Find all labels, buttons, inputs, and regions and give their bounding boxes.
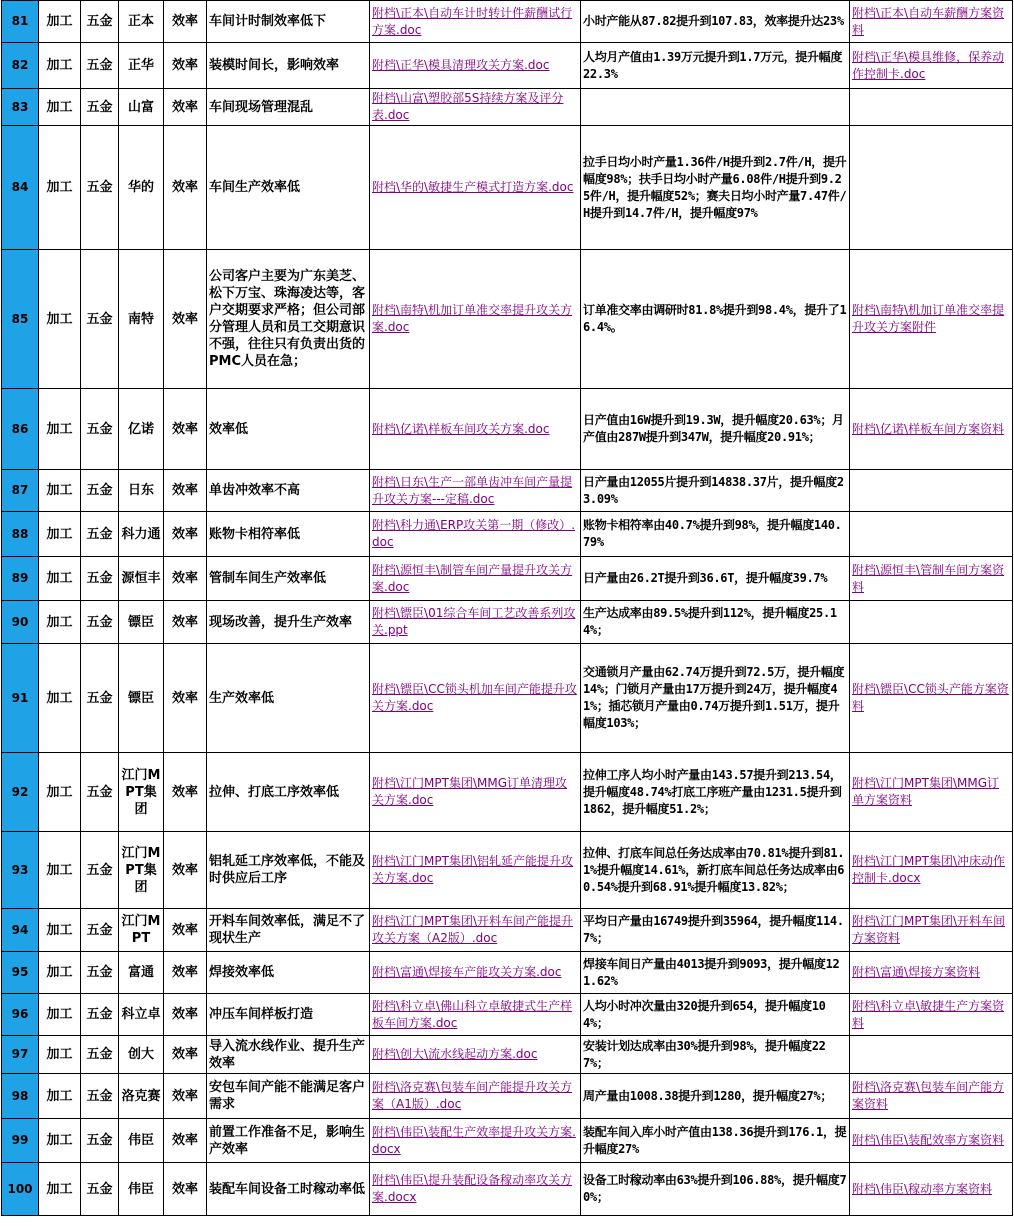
cell-result: 日产值由16W提升到19.3W，提升幅度20.63%；月产值由287W提升到347W，提升幅度20.91%； (581, 389, 850, 470)
cell-plan-link (370, 389, 581, 470)
cell-industry: 五金 (81, 43, 119, 89)
table-row (2, 470, 1013, 512)
row-number: 94 (2, 909, 39, 952)
cell-plan-link (370, 753, 581, 832)
case-table (1, 0, 1013, 1216)
cell-category: 效率 (164, 557, 207, 601)
cell-company: 镖臣 (119, 644, 164, 753)
cell-problem: 生产效率低 (207, 644, 370, 753)
cell-category: 效率 (164, 601, 207, 644)
cell-category: 效率 (164, 952, 207, 994)
table-row (2, 512, 1013, 557)
cell-type: 加工 (39, 512, 81, 557)
cell-plan-link (370, 952, 581, 994)
cell-category: 效率 (164, 994, 207, 1036)
cell-company: 江门MPT (119, 909, 164, 952)
plan-document-link[interactable]: 附档\亿诺\样板车间攻关方案.doc (372, 421, 550, 436)
cell-company: 山富 (119, 89, 164, 126)
cell-result: 周产量由1008.38提升到1280，提升幅度27%； (581, 1074, 850, 1119)
plan-document-link[interactable]: 附档\山富\塑胶部5S持续方案及评分表.doc (372, 91, 564, 122)
plan-document-link[interactable]: 附档\创大\流水线起动方案.doc (372, 1047, 538, 1061)
cell-attachment-link (850, 512, 1013, 557)
cell-category: 效率 (164, 1036, 207, 1074)
plan-document-link[interactable]: 附档\富通\焊接车产能攻关方案.doc (372, 965, 562, 979)
cell-attachment-link (850, 43, 1013, 89)
cell-company: 伟臣 (119, 1163, 164, 1216)
plan-document-link[interactable]: 附档\华的\敏捷生产模式打造方案.doc (372, 180, 574, 194)
table-row (2, 994, 1013, 1036)
cell-problem: 现场改善，提升生产效率 (207, 601, 370, 644)
attachment-folder-link[interactable]: 附档\江门MPT集团\MMG订单方案资料 (852, 776, 1000, 807)
cell-problem: 账物卡相符率低 (207, 512, 370, 557)
cell-company: 日东 (119, 470, 164, 512)
cell-type: 加工 (39, 1119, 81, 1163)
cell-result (581, 89, 850, 126)
cell-problem: 车间计时制效率低下 (207, 1, 370, 43)
attachment-folder-link[interactable]: 附档\正本\自动车薪酬方案资料 (852, 5, 1005, 37)
cell-type: 加工 (39, 994, 81, 1036)
row-number: 88 (2, 512, 39, 557)
plan-document-link[interactable]: 附档\日东\生产一部单齿冲车间产量提升攻关方案---定稿.doc (372, 474, 573, 506)
cell-plan-link (370, 250, 581, 389)
cell-problem: 开料车间效率低，满足不了现状生产 (207, 909, 370, 952)
table-row (2, 126, 1013, 250)
cell-problem: 铝轧延工序效率低，不能及时供应后工序 (207, 832, 370, 909)
cell-category: 效率 (164, 512, 207, 557)
cell-problem: 拉伸、打底工序效率低 (207, 753, 370, 832)
row-number: 84 (2, 126, 39, 250)
cell-industry: 五金 (81, 470, 119, 512)
cell-result: 平均日产量由16749提升到35964，提升幅度114.7%； (581, 909, 850, 952)
cell-problem: 车间现场管理混乱 (207, 89, 370, 126)
cell-category: 效率 (164, 126, 207, 250)
cell-company: 创大 (119, 1036, 164, 1074)
table-row (2, 1163, 1013, 1216)
cell-result: 日产量由26.2T提升到36.6T，提升幅度39.7% (581, 557, 850, 601)
cell-category: 效率 (164, 250, 207, 389)
table-row (2, 89, 1013, 126)
table-row (2, 389, 1013, 470)
cell-plan-link (370, 1074, 581, 1119)
plan-document-link[interactable]: 附档\伟臣\装配生产效率提升攻关方案.docx (372, 1124, 576, 1156)
row-number: 95 (2, 952, 39, 994)
cell-category: 效率 (164, 832, 207, 909)
row-number: 97 (2, 1036, 39, 1074)
table-row (2, 832, 1013, 909)
cell-industry: 五金 (81, 1163, 119, 1216)
table-row (2, 1036, 1013, 1074)
cell-industry: 五金 (81, 994, 119, 1036)
attachment-folder-link[interactable]: 附档\亿诺\样板车间方案资料 (852, 421, 1005, 436)
cell-type: 加工 (39, 1036, 81, 1074)
cell-type: 加工 (39, 753, 81, 832)
cell-type: 加工 (39, 470, 81, 512)
cell-industry: 五金 (81, 250, 119, 389)
cell-plan-link (370, 644, 581, 753)
cell-company: 富通 (119, 952, 164, 994)
cell-attachment-link (850, 389, 1013, 470)
cell-company: 洛克赛 (119, 1074, 164, 1119)
cell-plan-link (370, 1, 581, 43)
cell-category: 效率 (164, 644, 207, 753)
cell-problem: 装模时间长，影响效率 (207, 43, 370, 89)
cell-problem: 前置工作准备不足，影响生产效率 (207, 1119, 370, 1163)
cell-plan-link (370, 994, 581, 1036)
cell-result: 安装计划达成率由30%提升到98%，提升幅度227%； (581, 1036, 850, 1074)
cell-industry: 五金 (81, 1036, 119, 1074)
cell-result: 小时产能从87.82提升到107.83，效率提升达23% (581, 1, 850, 43)
attachment-folder-link[interactable]: 附档\南特\机加订单准交率提升攻关方案附件 (852, 303, 1005, 334)
table-row (2, 1074, 1013, 1119)
plan-document-link[interactable]: 附档\南特\机加订单准交率提升攻关方案.doc (372, 303, 573, 334)
cell-problem: 冲压车间样板打造 (207, 994, 370, 1036)
cell-company: 正本 (119, 1, 164, 43)
cell-company: 江门MPT集团 (119, 832, 164, 909)
cell-plan-link (370, 557, 581, 601)
cell-industry: 五金 (81, 1074, 119, 1119)
cell-category: 效率 (164, 1163, 207, 1216)
plan-document-link[interactable]: 附档\洛克赛\包装车间产能提升攻关方案（A1版）.doc (372, 1080, 573, 1111)
cell-attachment-link (850, 126, 1013, 250)
table-row (2, 250, 1013, 389)
cell-result: 交通锁月产量由62.74万提升到72.5万，提升幅度14%；门锁月产量由17万提升到24万，提升幅度41%；插芯锁月产量由0.74万提升到1.51万，提升幅度103%； (581, 644, 850, 753)
row-number: 90 (2, 601, 39, 644)
cell-company: 华的 (119, 126, 164, 250)
cell-result: 账物卡相符率由40.7%提升到98%，提升幅度140.79% (581, 512, 850, 557)
cell-category: 效率 (164, 389, 207, 470)
cell-industry: 五金 (81, 1, 119, 43)
cell-problem: 管制车间生产效率低 (207, 557, 370, 601)
attachment-folder-link[interactable]: 附档\科立卓\敏捷生产方案资料 (852, 998, 1005, 1030)
attachment-folder-link[interactable]: 附档\伟臣\稼动率方案资料 (852, 1181, 993, 1196)
plan-document-link[interactable]: 附档\江门MPT集团\开料车间产能提升攻关方案（A2版）.doc (372, 914, 574, 945)
cell-attachment-link (850, 1074, 1013, 1119)
plan-document-link[interactable]: 附档\正本\自动车计时转计件薪酬试行方案.doc (372, 5, 573, 37)
cell-plan-link (370, 832, 581, 909)
cell-type: 加工 (39, 389, 81, 470)
attachment-folder-link[interactable]: 附档\源恒丰\管制车间方案资料 (852, 562, 1005, 594)
cell-attachment-link (850, 250, 1013, 389)
plan-document-link[interactable]: 附档\正华\模具清理攻关方案.doc (372, 58, 550, 72)
cell-industry: 五金 (81, 832, 119, 909)
cell-type: 加工 (39, 89, 81, 126)
cell-problem: 焊接效率低 (207, 952, 370, 994)
cell-result: 拉伸工序人均小时产量由143.57提升到213.54，提升幅度48.74%打底工序班产量由1231.5提升到1862，提升幅度51.2%； (581, 753, 850, 832)
plan-document-link[interactable]: 附档\江门MPT集团\MMG订单清理攻关方案.doc (372, 776, 568, 807)
cell-result: 焊接车间日产量由4013提升到9093，提升幅度121.62% (581, 952, 850, 994)
cell-problem: 装配车间设备工时稼动率低 (207, 1163, 370, 1216)
cell-type: 加工 (39, 1, 81, 43)
plan-document-link[interactable]: 附档\科力通\ERP攻关第一期（修改）.doc (372, 518, 576, 549)
cell-type: 加工 (39, 126, 81, 250)
cell-industry: 五金 (81, 644, 119, 753)
cell-industry: 五金 (81, 1119, 119, 1163)
cell-result: 拉手日均小时产量1.36件/H提升到2.7件/H，提升幅度98%；扶手日均小时产量6.08件/H提升到9.25件/H，提升幅度52%；赛夫日均小时产量7.47件/H提升到14.7件/H，提升幅度97% (581, 126, 850, 250)
cell-category: 效率 (164, 89, 207, 126)
cell-attachment-link (850, 601, 1013, 644)
cell-type: 加工 (39, 952, 81, 994)
table-row (2, 601, 1013, 644)
cell-category: 效率 (164, 1119, 207, 1163)
attachment-folder-link[interactable]: 附档\镖臣\CC锁头产能方案资料 (852, 682, 1009, 713)
cell-result: 设备工时稼动率由63%提升到106.88%，提升幅度70%； (581, 1163, 850, 1216)
table-row (2, 952, 1013, 994)
row-number: 100 (2, 1163, 39, 1216)
cell-result: 装配车间入库小时产值由138.36提升到176.1，提升幅度27% (581, 1119, 850, 1163)
cell-result: 订单准交率由调研时81.8%提升到98.4%，提升了16.4%。 (581, 250, 850, 389)
row-number: 99 (2, 1119, 39, 1163)
attachment-folder-link[interactable]: 附档\洛克赛\包装车间产能方案资料 (852, 1080, 1005, 1111)
cell-attachment-link (850, 644, 1013, 753)
cell-attachment-link (850, 1163, 1013, 1216)
plan-document-link[interactable]: 附档\伟臣\提升装配设备稼动率攻关方案.docx (372, 1173, 573, 1204)
attachment-folder-link[interactable]: 附档\正华\模具维修，保养动作控制卡.doc (852, 49, 1005, 81)
cell-plan-link (370, 601, 581, 644)
cell-attachment-link (850, 909, 1013, 952)
row-number: 81 (2, 1, 39, 43)
table-row (2, 909, 1013, 952)
row-number: 98 (2, 1074, 39, 1119)
table-row (2, 43, 1013, 89)
cell-plan-link (370, 43, 581, 89)
cell-plan-link (370, 89, 581, 126)
row-number: 83 (2, 89, 39, 126)
attachment-folder-link[interactable]: 附档\江门MPT集团\冲床动作控制卡.docx (852, 854, 1006, 885)
cell-plan-link (370, 512, 581, 557)
cell-category: 效率 (164, 1, 207, 43)
cell-result: 人均小时冲次量由320提升到654，提升幅度104%； (581, 994, 850, 1036)
row-number: 85 (2, 250, 39, 389)
cell-category: 效率 (164, 1074, 207, 1119)
attachment-folder-link[interactable]: 附档\江门MPT集团\开料车间方案资料 (852, 914, 1006, 945)
cell-type: 加工 (39, 601, 81, 644)
cell-company: 镖臣 (119, 601, 164, 644)
cell-result: 拉伸、打底车间总任务达成率由70.81%提升到81.1%提升幅度14.61%，新打底车间总任务达成率由60.54%提升到68.91%提升幅度13.82%； (581, 832, 850, 909)
row-number: 91 (2, 644, 39, 753)
row-number: 89 (2, 557, 39, 601)
cell-company: 科立卓 (119, 994, 164, 1036)
table-body (2, 1, 1013, 1216)
cell-problem: 导入流水线作业、提升生产效率 (207, 1036, 370, 1074)
row-number: 96 (2, 994, 39, 1036)
cell-industry: 五金 (81, 601, 119, 644)
table-row (2, 1, 1013, 43)
row-number: 87 (2, 470, 39, 512)
cell-category: 效率 (164, 43, 207, 89)
cell-industry: 五金 (81, 389, 119, 470)
cell-industry: 五金 (81, 753, 119, 832)
cell-company: 亿诺 (119, 389, 164, 470)
cell-problem: 单齿冲效率不高 (207, 470, 370, 512)
cell-problem: 效率低 (207, 389, 370, 470)
cell-attachment-link (850, 832, 1013, 909)
row-number: 92 (2, 753, 39, 832)
cell-attachment-link (850, 557, 1013, 601)
cell-type: 加工 (39, 43, 81, 89)
cell-attachment-link (850, 1036, 1013, 1074)
row-number: 86 (2, 389, 39, 470)
cell-company: 江门MPT集团 (119, 753, 164, 832)
cell-plan-link (370, 1163, 581, 1216)
row-number: 82 (2, 43, 39, 89)
cell-company: 源恒丰 (119, 557, 164, 601)
table-row (2, 557, 1013, 601)
cell-problem: 安包车间产能不能满足客户需求 (207, 1074, 370, 1119)
cell-attachment-link (850, 753, 1013, 832)
cell-plan-link (370, 1036, 581, 1074)
cell-type: 加工 (39, 909, 81, 952)
cell-result: 日产量由12055片提升到14838.37片，提升幅度23.09% (581, 470, 850, 512)
cell-attachment-link (850, 1, 1013, 43)
plan-document-link[interactable]: 附档\源恒丰\制管车间产量提升攻关方案.doc (372, 562, 573, 594)
cell-company: 南特 (119, 250, 164, 389)
cell-category: 效率 (164, 470, 207, 512)
cell-problem: 公司客户主要为广东美芝、松下万宝、珠海凌达等，客户交期要求严格；但公司部分管理人员和员工交期意识不强，往往只有负责出货的PMC人员在急； (207, 250, 370, 389)
cell-industry: 五金 (81, 89, 119, 126)
cell-plan-link (370, 1119, 581, 1163)
cell-plan-link (370, 909, 581, 952)
table-row (2, 1119, 1013, 1163)
cell-industry: 五金 (81, 512, 119, 557)
plan-document-link[interactable]: 附档\科立卓\佛山科立卓敏捷式生产样板车间方案.doc (372, 998, 573, 1030)
cell-category: 效率 (164, 753, 207, 832)
cell-type: 加工 (39, 1074, 81, 1119)
cell-company: 伟臣 (119, 1119, 164, 1163)
cell-type: 加工 (39, 832, 81, 909)
cell-type: 加工 (39, 644, 81, 753)
cell-plan-link (370, 470, 581, 512)
cell-result: 生产达成率由89.5%提升到112%，提升幅度25.14%； (581, 601, 850, 644)
cell-attachment-link (850, 1119, 1013, 1163)
attachment-folder-link[interactable]: 附档\富通\焊接方案资料 (852, 965, 981, 979)
cell-industry: 五金 (81, 909, 119, 952)
attachment-folder-link[interactable]: 附档\伟臣\装配效率方案资料 (852, 1133, 1005, 1147)
cell-type: 加工 (39, 250, 81, 389)
cell-attachment-link (850, 470, 1013, 512)
cell-plan-link (370, 126, 581, 250)
cell-company: 正华 (119, 43, 164, 89)
cell-result: 人均月产值由1.39万元提升到1.7万元，提升幅度22.3% (581, 43, 850, 89)
table-row (2, 644, 1013, 753)
cell-attachment-link (850, 994, 1013, 1036)
cell-category: 效率 (164, 909, 207, 952)
plan-document-link[interactable]: 附档\江门MPT集团\铝轧延产能提升攻关方案.doc (372, 854, 574, 885)
cell-attachment-link (850, 89, 1013, 126)
cell-industry: 五金 (81, 557, 119, 601)
cell-type: 加工 (39, 557, 81, 601)
plan-document-link[interactable]: 附档\镖臣\CC锁头机加车间产能提升攻关方案.doc (372, 682, 577, 713)
cell-industry: 五金 (81, 126, 119, 250)
table-row (2, 753, 1013, 832)
cell-problem: 车间生产效率低 (207, 126, 370, 250)
plan-document-link[interactable]: 附档\镖臣\01综合车间工艺改善系列攻关.ppt (372, 606, 576, 637)
cell-company: 科力通 (119, 512, 164, 557)
cell-type: 加工 (39, 1163, 81, 1216)
row-number: 93 (2, 832, 39, 909)
cell-attachment-link (850, 952, 1013, 994)
cell-industry: 五金 (81, 952, 119, 994)
